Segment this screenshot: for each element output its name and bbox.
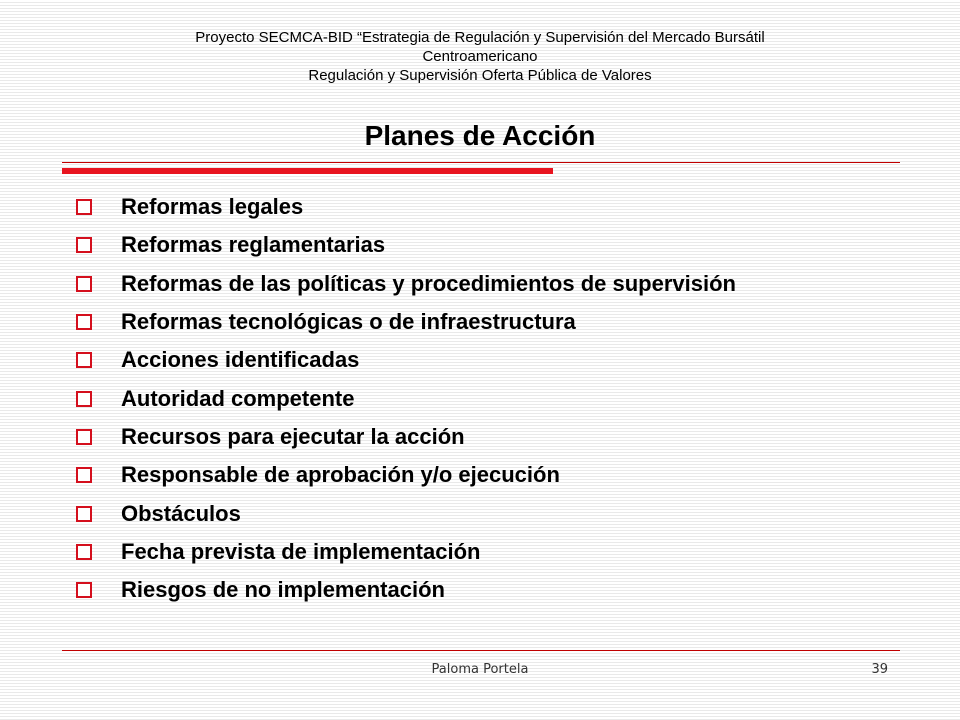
hollow-square-icon <box>76 582 92 598</box>
hollow-square-icon <box>76 506 92 522</box>
list-item-label: Reformas tecnológicas o de infraestructura <box>121 309 576 335</box>
list-item-label: Fecha prevista de implementación <box>121 538 481 564</box>
footer-divider-line <box>62 650 900 651</box>
list-item <box>70 303 736 341</box>
list-item-label: Responsable de aprobación y/o ejecución <box>121 462 560 488</box>
hollow-square-icon <box>76 199 92 215</box>
hollow-square-icon <box>76 352 92 368</box>
list-item-label: Riesgos de no implementación <box>121 577 445 603</box>
hollow-square-icon <box>76 237 92 253</box>
list-item-label: Recursos para ejecutar la acción <box>121 423 465 449</box>
action-plan-list <box>70 188 736 609</box>
slide-header <box>60 28 900 85</box>
list-item-label: Acciones identificadas <box>121 347 360 373</box>
list-item <box>70 226 736 264</box>
list-item <box>70 265 736 303</box>
title-divider-line <box>62 162 900 163</box>
hollow-square-icon <box>76 391 92 407</box>
hollow-square-icon <box>76 429 92 445</box>
hollow-square-icon <box>76 276 92 292</box>
list-item <box>70 341 736 379</box>
list-item <box>70 456 736 494</box>
hollow-square-icon <box>76 544 92 560</box>
slide-title: Planes de Acción <box>364 120 596 151</box>
list-item <box>70 188 736 226</box>
hollow-square-icon <box>76 314 92 330</box>
header-region-line: Centroamericano <box>422 48 538 65</box>
page-number: 39 <box>871 662 888 677</box>
footer-author: Paloma Portela <box>431 662 529 677</box>
list-item-label: Reformas de las políticas y procedimientos de supervisión <box>121 270 736 296</box>
header-topic-line: Regulación y Supervisión Oferta Pública de Valores <box>308 67 652 84</box>
list-item <box>70 418 736 456</box>
header-project-line: Proyecto SECMCA-BID “Estrategia de Regulación y Supervisión del Mercado Bursátil <box>195 29 765 46</box>
list-item <box>70 494 736 532</box>
list-item <box>70 533 736 571</box>
list-item <box>70 571 736 609</box>
list-item-label: Reformas reglamentarias <box>121 232 386 258</box>
hollow-square-icon <box>76 467 92 483</box>
title-accent-bar <box>62 168 553 174</box>
list-item-label: Reformas legales <box>121 194 304 220</box>
list-item-label: Autoridad competente <box>121 385 355 411</box>
list-item <box>70 379 736 417</box>
list-item-label: Obstáculos <box>121 500 241 526</box>
